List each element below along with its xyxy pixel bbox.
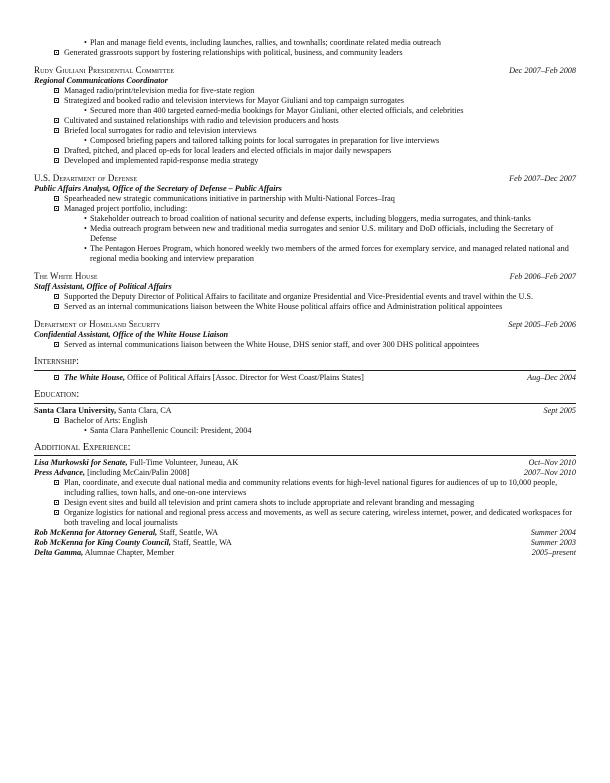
bullet-item: Spearheaded new strategic communications initiative in partnership with Multi-National Forces–Iraq <box>34 194 576 204</box>
additional-date: 2007–Nov 2010 <box>523 468 576 478</box>
job-title: Regional Communications Coordinator <box>34 76 168 85</box>
job-title: Staff Assistant, Office of Political Affairs <box>34 282 172 291</box>
additional-line <box>34 458 238 468</box>
additional-line <box>34 468 189 478</box>
job-date: Feb 2006–Feb 2007 <box>509 272 576 281</box>
sub-bullet-item: • Media outreach program between new and traditional media surrogates and senior U.S. military and DoD officials, including the Secretary of Defense <box>34 224 576 244</box>
bullet-item: Strategized and booked radio and television interviews for Mayor Giuliani and top campaign surrogates <box>34 96 576 106</box>
internship-detail: Office of Political Affairs [Assoc. Director for West Coast/Plains States] <box>125 372 364 382</box>
section-divider <box>34 403 576 404</box>
resume-page <box>34 38 576 558</box>
additional-line <box>34 528 218 538</box>
job-org: Department of Homeland Security <box>34 319 161 329</box>
bullet-item: Drafted, pitched, and placed op-eds for local leaders and elected officials in major daily newspapers <box>34 146 576 156</box>
additional-detail: Staff, Seattle, WA <box>170 538 232 548</box>
bullet-item: Supported the Deputy Director of Political Affairs to facilitate and organize Presidential and Vice-Presidential events and travel within the U.S. <box>34 292 576 302</box>
sub-bullet-item: • Stakeholder outreach to broad coalition of national security and defense experts, including bloggers, media surrogates, and think-tanks <box>34 214 576 224</box>
job-white-house <box>34 271 576 312</box>
additional-detail: Alumnae Chapter, Member <box>83 548 175 558</box>
section-heading: Education: <box>34 388 80 400</box>
bullet-item: Plan, coordinate, and execute dual national media and community relations events for high-level national figures for audiences of up to 10,000 people, including rallies, town halls, and one-on-one interviews <box>34 478 576 498</box>
bullet-item: Generated grassroots support by fostering relationships with political, business, and community leaders <box>34 48 576 58</box>
additional-org: Lisa Murkowski for Senate, <box>34 458 128 468</box>
job-org: Rudy Giuliani Presidential Committee <box>34 65 175 75</box>
sub-bullet-item: • The Pentagon Heroes Program, which honored weekly two members of the armed forces for exemplary service, and managed related national and regional media booking and interview preparation <box>34 244 576 264</box>
bullet-item: Served as internal communications liaison between the White House, DHS senior staff, and over 300 DHS political appointees <box>34 340 576 350</box>
section-internship <box>34 356 576 383</box>
degree-item: Bachelor of Arts: English <box>34 416 576 426</box>
school-location: Santa Clara, CA <box>116 405 172 415</box>
additional-org: Delta Gamma, <box>34 548 84 558</box>
bullet-item: Briefed local surrogates for radio and television interviews <box>34 126 576 136</box>
bullet-item: Managed project portfolio, including: <box>34 204 576 214</box>
education-date: Sept 2005 <box>543 405 576 415</box>
job-date: Feb 2007–Dec 2007 <box>509 174 576 183</box>
job-title: Public Affairs Analyst, Office of the Secretary of Defense – Public Affairs <box>34 184 282 193</box>
job-dod <box>34 173 576 264</box>
additional-date: Summer 2004 <box>530 528 576 538</box>
bullet-item: Served as an internal communications liaison between the White House political affairs office and Administration political appointees <box>34 302 576 312</box>
section-heading: Internship: <box>34 356 79 367</box>
bullet-item: Managed radio/print/television media for five-state region <box>34 86 576 96</box>
additional-date: Summer 2003 <box>530 538 576 548</box>
additional-detail: Full-Time Volunteer, Juneau, AK <box>127 458 239 468</box>
education-line <box>34 406 172 416</box>
additional-org: Rob McKenna for King County Council, <box>34 538 171 548</box>
section-additional <box>34 442 576 559</box>
job-dhs <box>34 319 576 350</box>
internship-line <box>34 373 364 383</box>
internship-date: Aug–Dec 2004 <box>527 372 576 382</box>
activity-item: • Santa Clara Panhellenic Council: President, 2004 <box>34 426 576 436</box>
job-org: The White House <box>34 271 98 281</box>
job-org: U.S. Department of Defense <box>34 173 138 183</box>
sub-bullet-item: • Composed briefing papers and tailored talking points for local surrogates in preparation for live interviews <box>34 136 576 146</box>
additional-line <box>34 538 232 548</box>
additional-detail: [including McCain/Palin 2008] <box>85 468 190 478</box>
bullet-item: Developed and implemented rapid-response media strategy <box>34 156 576 166</box>
additional-date: Oct–Nov 2010 <box>528 458 576 468</box>
bullet-item: Design event sites and build all television and print camera shots to include appropriate and relevant branding and messaging <box>34 498 576 508</box>
job-date: Sept 2005–Feb 2006 <box>508 320 576 329</box>
job-title: Confidential Assistant, Office of the White House Liaison <box>34 330 229 339</box>
additional-org: Press Advance, <box>34 468 86 478</box>
section-heading: Additional Experience: <box>34 441 131 453</box>
additional-org: Rob McKenna for Attorney General, <box>34 528 158 538</box>
bullet-item: Organize logistics for national and regional press access and movements, as well as secure catering, wireless internet, power, and dedicated workspaces for both traveling and local journalists <box>34 508 576 528</box>
section-divider <box>34 455 576 456</box>
job-giuliani <box>34 65 576 166</box>
bullet-item: • Plan and manage field events, including launches, rallies, and townhalls; coordinate related media outreach <box>34 38 576 48</box>
additional-detail: Staff, Seattle, WA <box>157 528 219 538</box>
section-divider <box>34 370 576 371</box>
job-date: Dec 2007–Feb 2008 <box>509 66 576 75</box>
additional-line <box>34 548 174 558</box>
section-education <box>34 389 576 436</box>
bullet-item: Cultivated and sustained relationships with radio and television producers and hosts <box>34 116 576 126</box>
additional-date: 2005–present <box>531 548 576 558</box>
internship-org: The White House, <box>64 372 126 382</box>
school-name: Santa Clara University, <box>34 405 117 415</box>
sub-bullet-item: • Secured more than 400 targeted earned-media bookings for Mayor Giuliani, other elected officials, and celebrities <box>34 106 576 116</box>
